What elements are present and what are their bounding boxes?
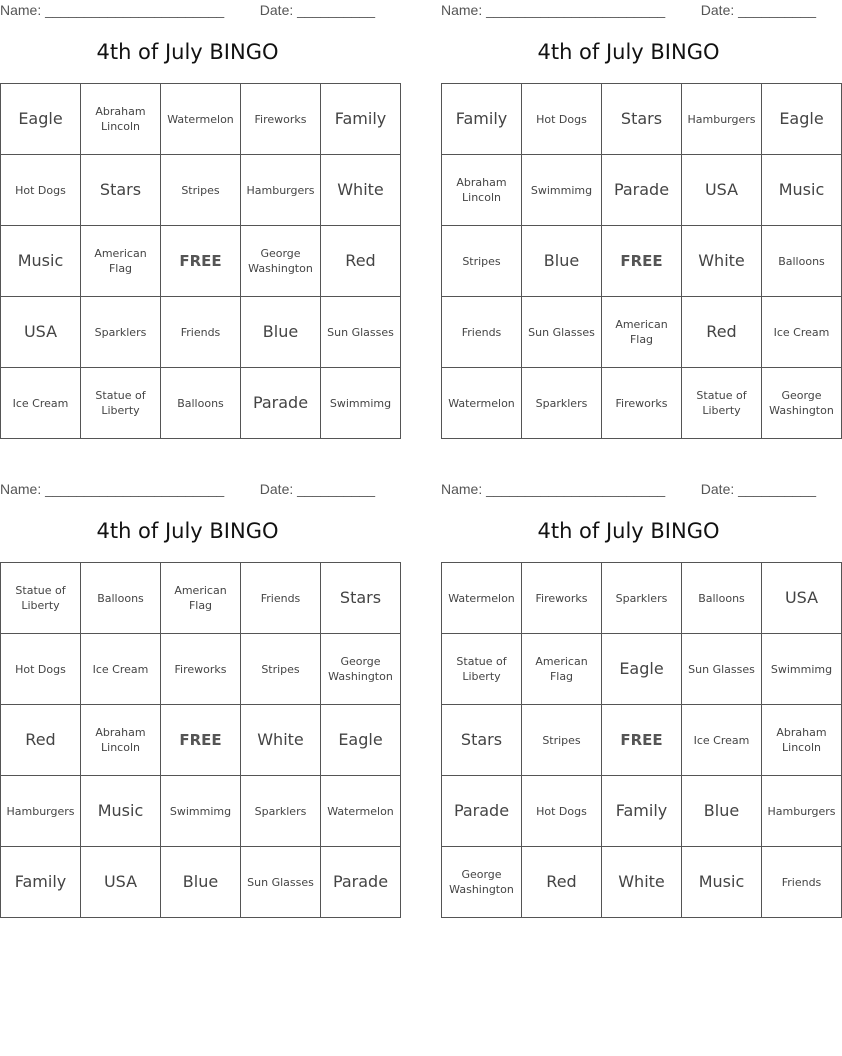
bingo-cell [682, 297, 762, 368]
cell-label: American Flag [94, 247, 147, 275]
bingo-cell [81, 368, 161, 439]
bingo-cell [161, 297, 241, 368]
bingo-cell [81, 563, 161, 634]
cell-label: Ice Cream [693, 733, 750, 747]
bingo-cell [81, 776, 161, 847]
bingo-cell [81, 705, 161, 776]
cell-label: Red [546, 872, 577, 891]
cell-label: Friends [781, 875, 822, 889]
cell-label: Sparklers [615, 591, 668, 605]
cell-label: Family [615, 801, 668, 820]
cell-label: FREE [620, 251, 663, 270]
bingo-cell [241, 634, 321, 705]
cell-label: USA [103, 872, 138, 891]
cell-label: George Washington [449, 868, 514, 896]
bingo-cell [442, 847, 522, 918]
cell-label: Ice Cream [12, 396, 69, 410]
name-date-row [0, 2, 375, 20]
cell-label: Hamburgers [687, 112, 756, 126]
bingo-cell [81, 634, 161, 705]
cell-label: FREE [179, 730, 222, 749]
bingo-cell [442, 634, 522, 705]
cell-label: Watermelon [448, 591, 515, 605]
bingo-cell [1, 705, 81, 776]
bingo-cell [321, 226, 401, 297]
cell-label: Friends [180, 325, 221, 339]
cell-label: Eagle [779, 109, 824, 128]
cell-label: Blue [182, 872, 219, 891]
cell-label: Red [25, 730, 56, 749]
grid-row [1, 226, 401, 297]
cell-label: Family [14, 872, 67, 891]
cell-label: Ice Cream [92, 662, 149, 676]
cell-label: Watermelon [327, 804, 394, 818]
bingo-cell [602, 776, 682, 847]
grid-row [442, 776, 842, 847]
cell-label: White [257, 730, 304, 749]
grid-row [442, 226, 842, 297]
cell-label: Hot Dogs [15, 662, 66, 676]
bingo-cell [682, 847, 762, 918]
card-title: 4th of July BINGO [96, 40, 279, 64]
cell-label: Stripes [462, 254, 501, 268]
cell-label: Abraham Lincoln [95, 726, 146, 754]
bingo-cell [602, 705, 682, 776]
cell-label: Abraham Lincoln [95, 105, 146, 133]
bingo-cell [241, 847, 321, 918]
grid-row [1, 84, 401, 155]
bingo-cell [442, 776, 522, 847]
bingo-cell [1, 634, 81, 705]
bingo-cell [682, 368, 762, 439]
bingo-grid [441, 83, 842, 439]
bingo-cell [321, 563, 401, 634]
cell-label: Family [455, 109, 508, 128]
cell-label: FREE [620, 730, 663, 749]
cell-label: Swimmimg [770, 662, 833, 676]
bingo-cell [602, 368, 682, 439]
date-field-label: Date: __________ [259, 2, 375, 18]
cell-label: Swimmimg [329, 396, 392, 410]
cell-label: George Washington [328, 655, 393, 683]
cell-label: Music [698, 872, 745, 891]
grid-row [442, 84, 842, 155]
cell-label: American Flag [615, 318, 668, 346]
cell-label: Balloons [698, 591, 745, 605]
cell-label: USA [784, 588, 819, 607]
cell-label: Stripes [542, 733, 581, 747]
cell-label: Friends [461, 325, 502, 339]
cell-label: Hamburgers [6, 804, 75, 818]
cell-label: Sparklers [94, 325, 147, 339]
bingo-cell [602, 226, 682, 297]
name-field-label: Name: _______________________ [441, 481, 666, 497]
bingo-cell [762, 84, 842, 155]
cell-label: Statue of Liberty [456, 655, 507, 683]
cell-label: George Washington [248, 247, 313, 275]
bingo-cell [161, 226, 241, 297]
card-title: 4th of July BINGO [537, 519, 720, 543]
grid-row [1, 776, 401, 847]
bingo-cell [602, 84, 682, 155]
grid-row [1, 563, 401, 634]
cell-label: Sparklers [535, 396, 588, 410]
cell-label: Family [334, 109, 387, 128]
name-field-label: Name: _______________________ [441, 2, 666, 18]
grid-row [1, 297, 401, 368]
bingo-cell [321, 368, 401, 439]
cell-label: Stripes [261, 662, 300, 676]
grid-row [1, 705, 401, 776]
cell-label: Eagle [338, 730, 383, 749]
bingo-cell [241, 705, 321, 776]
bingo-cell [442, 368, 522, 439]
bingo-cell [241, 155, 321, 226]
name-date-row [0, 481, 375, 499]
bingo-cell [442, 155, 522, 226]
cell-label: Parade [453, 801, 510, 820]
cell-label: Hot Dogs [536, 112, 587, 126]
bingo-cell [762, 368, 842, 439]
cell-label: Fireworks [254, 112, 307, 126]
bingo-cell [1, 84, 81, 155]
cell-label: Stripes [181, 183, 220, 197]
bingo-cell [442, 563, 522, 634]
bingo-cell [442, 705, 522, 776]
grid-row [1, 847, 401, 918]
bingo-cell [442, 226, 522, 297]
cell-label: Parade [613, 180, 670, 199]
name-field-label: Name: _______________________ [0, 2, 225, 18]
bingo-cell [161, 634, 241, 705]
grid-row [442, 634, 842, 705]
grid-row [442, 563, 842, 634]
bingo-cell [241, 226, 321, 297]
bingo-cell [1, 297, 81, 368]
bingo-cell [321, 297, 401, 368]
bingo-cell [1, 776, 81, 847]
bingo-cell [762, 634, 842, 705]
bingo-cell [682, 634, 762, 705]
cell-label: Hamburgers [767, 804, 836, 818]
card-title: 4th of July BINGO [96, 519, 279, 543]
bingo-cell [682, 563, 762, 634]
bingo-cell [442, 84, 522, 155]
bingo-cell [321, 705, 401, 776]
cell-label: American Flag [535, 655, 588, 683]
cell-label: Balloons [97, 591, 144, 605]
cell-label: Stars [460, 730, 503, 749]
bingo-cell [762, 847, 842, 918]
bingo-cell [522, 368, 602, 439]
bingo-cell [762, 297, 842, 368]
cell-label: White [337, 180, 384, 199]
bingo-cell [321, 776, 401, 847]
name-date-row [441, 481, 816, 499]
bingo-cell [762, 705, 842, 776]
bingo-cell [442, 297, 522, 368]
cell-label: White [698, 251, 745, 270]
cell-label: Blue [703, 801, 740, 820]
cell-label: Swimmimg [530, 183, 593, 197]
bingo-cell [321, 634, 401, 705]
bingo-cell [762, 563, 842, 634]
cell-label: Abraham Lincoln [776, 726, 827, 754]
cell-label: USA [704, 180, 739, 199]
bingo-cell [682, 155, 762, 226]
bingo-grid [0, 83, 401, 439]
date-field-label: Date: __________ [700, 2, 816, 18]
bingo-cell [161, 84, 241, 155]
grid-row [442, 155, 842, 226]
cell-label: Sun Glasses [247, 875, 314, 889]
cell-label: Statue of Liberty [95, 389, 146, 417]
card-title: 4th of July BINGO [537, 40, 720, 64]
grid-row [1, 368, 401, 439]
cell-label: Fireworks [615, 396, 668, 410]
bingo-cell [81, 847, 161, 918]
bingo-cell [522, 776, 602, 847]
bingo-cell [241, 776, 321, 847]
bingo-cell [522, 847, 602, 918]
bingo-cell [241, 84, 321, 155]
bingo-cell [161, 368, 241, 439]
bingo-cell [81, 84, 161, 155]
bingo-cell [1, 368, 81, 439]
grid-row [442, 368, 842, 439]
grid-row [442, 847, 842, 918]
bingo-cell [161, 847, 241, 918]
cell-label: Swimmimg [169, 804, 232, 818]
bingo-cell [241, 368, 321, 439]
cell-label: American Flag [174, 584, 227, 612]
bingo-cell [522, 84, 602, 155]
cell-label: Hot Dogs [536, 804, 587, 818]
cell-label: Blue [543, 251, 580, 270]
cell-label: Stars [620, 109, 663, 128]
cell-label: Statue of Liberty [696, 389, 747, 417]
bingo-cell [522, 634, 602, 705]
bingo-cell [241, 563, 321, 634]
cell-label: Stars [99, 180, 142, 199]
bingo-cell [1, 563, 81, 634]
bingo-cell [522, 155, 602, 226]
cell-label: Fireworks [535, 591, 588, 605]
cell-label: Balloons [177, 396, 224, 410]
bingo-cell [682, 705, 762, 776]
cell-label: Hot Dogs [15, 183, 66, 197]
grid-row [442, 297, 842, 368]
cell-label: White [618, 872, 665, 891]
cell-label: Eagle [619, 659, 664, 678]
grid-row [1, 155, 401, 226]
bingo-grid [441, 562, 842, 918]
name-date-row [441, 2, 816, 20]
cell-label: Balloons [778, 254, 825, 268]
cell-label: Red [345, 251, 376, 270]
cell-label: George Washington [769, 389, 834, 417]
cell-label: Music [97, 801, 144, 820]
bingo-cell [602, 297, 682, 368]
cell-label: Abraham Lincoln [456, 176, 507, 204]
bingo-cell [81, 297, 161, 368]
cell-label: Hamburgers [246, 183, 315, 197]
bingo-cell [602, 847, 682, 918]
bingo-grid [0, 562, 401, 918]
cell-label: Ice Cream [773, 325, 830, 339]
bingo-cell [602, 155, 682, 226]
bingo-cell [682, 84, 762, 155]
cell-label: Watermelon [167, 112, 234, 126]
cell-label: Red [706, 322, 737, 341]
bingo-cell [522, 297, 602, 368]
bingo-cell [81, 155, 161, 226]
bingo-cell [522, 705, 602, 776]
bingo-cell [602, 563, 682, 634]
cell-label: Watermelon [448, 396, 515, 410]
bingo-cell [161, 155, 241, 226]
bingo-cell [1, 847, 81, 918]
bingo-cell [321, 847, 401, 918]
bingo-cell [762, 776, 842, 847]
bingo-cell [602, 634, 682, 705]
bingo-cell [522, 226, 602, 297]
bingo-cell [682, 226, 762, 297]
cell-label: Stars [339, 588, 382, 607]
bingo-cell [81, 226, 161, 297]
date-field-label: Date: __________ [259, 481, 375, 497]
grid-row [442, 705, 842, 776]
bingo-cell [762, 155, 842, 226]
cell-label: Parade [252, 393, 309, 412]
cell-label: Fireworks [174, 662, 227, 676]
grid-row [1, 634, 401, 705]
cell-label: Sun Glasses [327, 325, 394, 339]
date-field-label: Date: __________ [700, 481, 816, 497]
cell-label: Music [17, 251, 64, 270]
cell-label: Sun Glasses [688, 662, 755, 676]
bingo-cell [321, 84, 401, 155]
cell-label: Sparklers [254, 804, 307, 818]
cell-label: Statue of Liberty [15, 584, 66, 612]
cell-label: Blue [262, 322, 299, 341]
bingo-cell [1, 155, 81, 226]
cell-label: FREE [179, 251, 222, 270]
bingo-cell [161, 563, 241, 634]
cell-label: Sun Glasses [528, 325, 595, 339]
cell-label: Friends [260, 591, 301, 605]
bingo-cell [161, 776, 241, 847]
bingo-cell [241, 297, 321, 368]
bingo-cell [321, 155, 401, 226]
cell-label: Parade [332, 872, 389, 891]
cell-label: USA [23, 322, 58, 341]
cell-label: Music [778, 180, 825, 199]
bingo-cell [1, 226, 81, 297]
cell-label: Eagle [18, 109, 63, 128]
bingo-cell [161, 705, 241, 776]
bingo-cell [762, 226, 842, 297]
name-field-label: Name: _______________________ [0, 481, 225, 497]
bingo-cell [522, 563, 602, 634]
bingo-cell [682, 776, 762, 847]
